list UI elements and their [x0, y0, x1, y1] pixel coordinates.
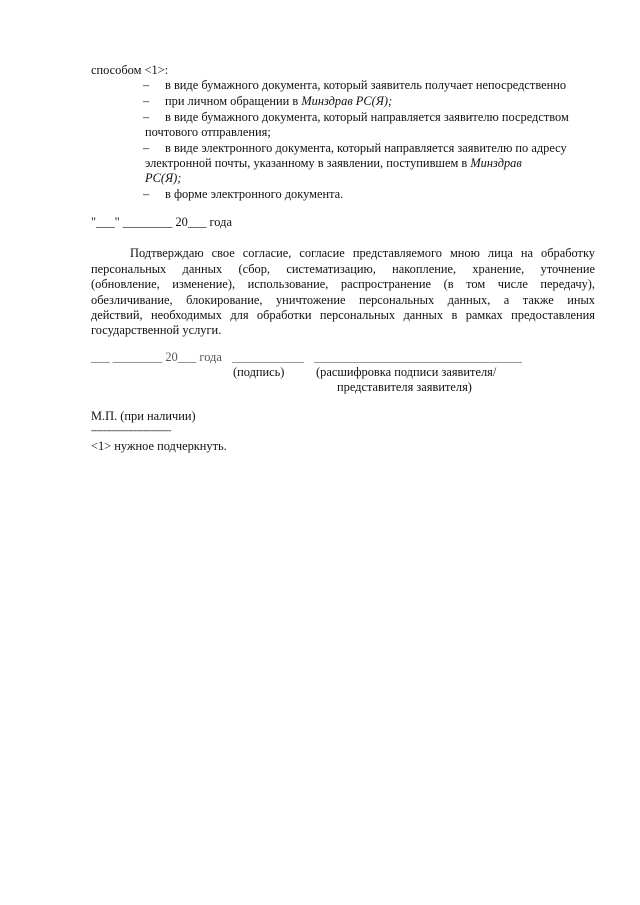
consent-line-4: обезличивание, блокирование, уничтожение персональных данных, а также иных	[91, 293, 595, 307]
method-item-3-text-cont: электронной почты, указанному в заявлении, поступившем в	[145, 156, 468, 170]
signature-date: ___ ________ 20___ года	[91, 350, 222, 364]
method-item-1-text: в виде бумажного документа, который заявитель получает непосредственно	[165, 78, 567, 92]
method-item-3-line-3	[145, 171, 181, 186]
consent-line-3: (обновление, изменение), использование, распространение (в том числе передачу),	[91, 277, 595, 291]
footnote-text: <1> нужное подчеркнуть.	[91, 439, 227, 453]
consent-line-1: Подтверждаю свое согласие, согласие представляемого мною лица на обработку	[130, 246, 595, 260]
method-item-3-line-1	[143, 141, 567, 156]
signature-line	[232, 351, 304, 363]
transcript-caption-2: представителя заявителя)	[337, 380, 472, 394]
method-item-2-line-1	[143, 110, 569, 125]
list-dash: –	[143, 94, 150, 108]
date-line: "___" ________ 20___ года	[91, 215, 232, 229]
transcript-caption-1: (расшифровка подписи заявителя/	[316, 365, 497, 379]
method-item-1-line-1	[143, 78, 566, 93]
list-dash: –	[143, 187, 150, 201]
method-item-2-line-2: почтового отправления;	[145, 125, 271, 139]
list-dash: –	[143, 141, 150, 155]
list-dash: –	[143, 78, 150, 92]
method-item-1-text-cont: при личном обращении в	[165, 94, 299, 108]
consent-line-2: персональных данных (сбор, систематизацию, накопление, хранение, уточнение	[91, 262, 595, 276]
consent-line-6: государственной услуги.	[91, 323, 222, 337]
footnote-rule: --------------------------------	[91, 425, 171, 435]
method-item-4-text: в форме электронного документа.	[165, 187, 344, 201]
signature-caption: (подпись)	[233, 365, 285, 379]
method-item-1-line-2	[143, 94, 392, 109]
consent-line-5: действий, необходимых для обработки персональных данных в рамках предоставления	[91, 308, 595, 322]
org-name: РС(Я);	[145, 171, 182, 185]
method-item-3-text: в виде электронного документа, который направляется заявителю по адресу	[165, 141, 567, 155]
methods-intro: способом <1>:	[91, 63, 169, 77]
method-item-4	[143, 187, 343, 202]
method-item-3-line-2	[145, 156, 522, 171]
stamp-label: М.П. (при наличии)	[91, 409, 196, 423]
org-name: Минздрав	[470, 156, 522, 170]
list-dash: –	[143, 110, 150, 124]
org-name: Минздрав РС(Я);	[301, 94, 393, 108]
transcript-line	[314, 351, 522, 363]
method-item-2-text: в виде бумажного документа, который направляется заявителю посредством	[165, 110, 569, 124]
